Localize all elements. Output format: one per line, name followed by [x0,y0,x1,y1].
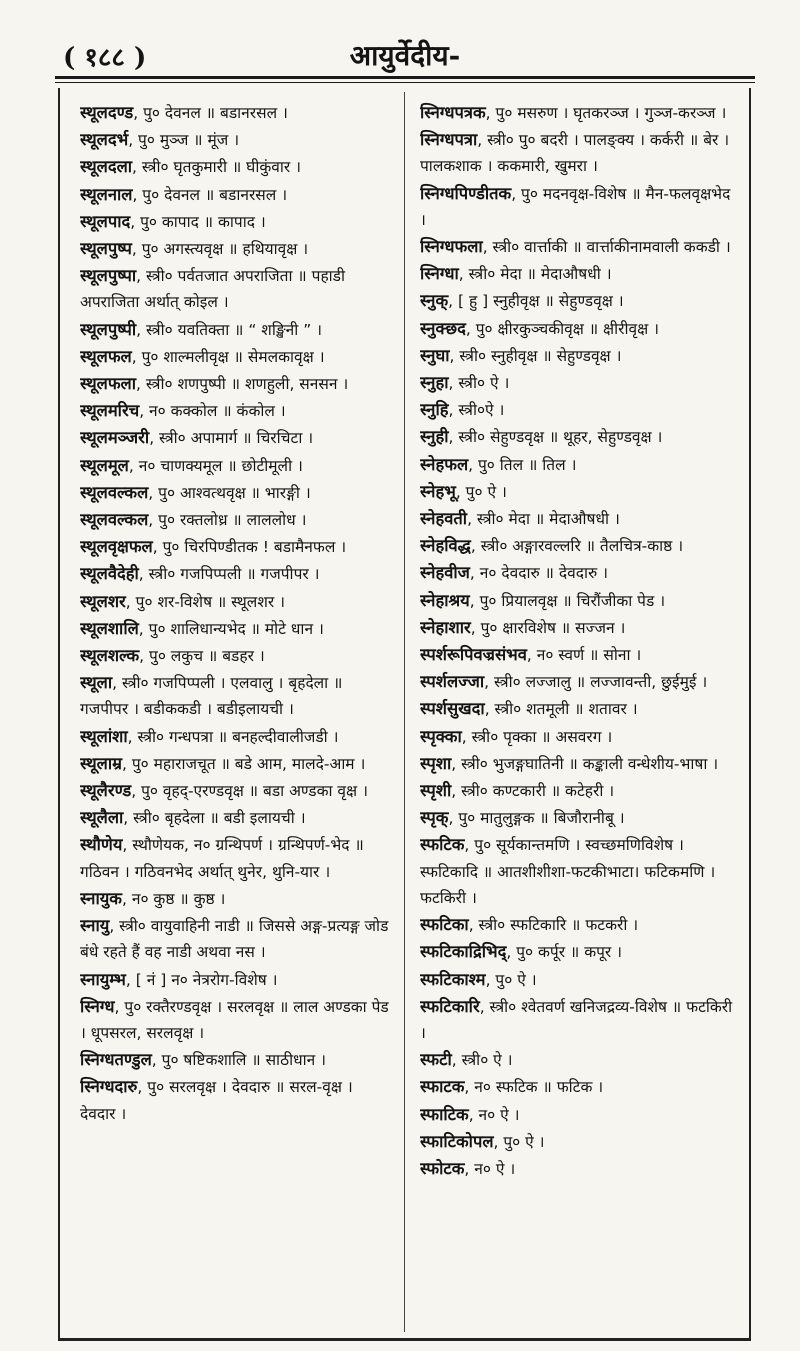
headword: स्निग्धदारु [80,1077,138,1097]
headword: स्थूलदण्ड [80,103,134,122]
right-column [420,100,738,1330]
headword: स्निग्धतण्डुल [80,1050,152,1070]
headword: स्फोटक [420,1158,465,1178]
dictionary-entry [420,967,738,993]
headword: स्थूलशर [80,591,126,611]
headword: स्नेहाशार [420,617,471,637]
headword: स्नेहफल [420,454,469,474]
dictionary-entry [420,506,738,532]
definition: , स्त्री० पृक्का ॥ असवरग । [461,727,613,746]
dictionary-entry [420,751,738,777]
headword: स्पर्शरूपिवज्रसंभव [420,645,527,665]
definition: , स्त्री० शतमूली ॥ शतावर । [484,700,638,719]
definition: , न० ऐ । [464,1159,516,1178]
definition: , स्त्री० गजपिप्पली । एलवालु । बृहदेला ॥ गजपीपर । बडीककडी । बडीइलायची । [80,674,343,719]
header-rule-thick [55,76,755,79]
dictionary-entry [80,1074,392,1126]
dictionary-entry [420,533,738,559]
headword: स्पृक् [420,808,449,828]
dictionary-entry [420,370,738,396]
dictionary-entry [420,100,738,126]
headword: स्थूलशल्क [80,646,140,666]
definition: , पु० मदनवृक्ष-विशेष ॥ मैन-फलवृक्षभेद । [420,184,731,229]
dictionary-entry [80,534,392,560]
headword: स्थूलपुष्पी [80,319,137,339]
headword: स्नुहा [420,373,449,393]
frame-bottom-border [58,1338,751,1341]
definition: , स्त्री० गजपिप्पली ॥ गजपीपर । [138,565,320,584]
dictionary-entry [80,154,392,180]
definition: , पु० कापाद ॥ कापाद । [130,212,266,231]
headword: स्नुहि [420,400,449,420]
dictionary-entry [80,507,392,533]
definition: , स्थौणेयक, न० ग्रन्थिपर्ण । ग्रन्थिपर्ण-भेद ॥ गठिवन । गठिवनभेद अर्थात् थुनेर, थुनि-यार । [80,836,364,881]
column-divider [404,92,405,1332]
dictionary-entry [80,589,392,615]
headword: स्थूलदला [80,157,133,177]
definition: , न० ऐ । [468,1105,520,1124]
headword: स्फटिकाद्रिभिद् [420,942,507,962]
definition: , पु० देवनल ॥ बडानरसल । [132,185,288,204]
headword: स्नायुम्भ [80,969,126,989]
headword: स्थूलैला [80,808,124,828]
definition: , स्त्री० स्फटिकारि ॥ फटकरी । [468,916,639,935]
headword: स्फाटिकोपल [420,1131,494,1151]
headword: स्नेहविद्ध [420,536,471,556]
dictionary-entry [80,344,392,370]
headword: स्नुही [420,427,449,447]
definition: , स्त्री०ऐ । [448,401,505,420]
dictionary-entry [80,182,392,208]
headword: स्थूलैरण्ड [80,781,132,801]
dictionary-entry [420,805,738,831]
dictionary-entry [420,234,738,260]
headword: स्नेहभू [420,481,456,501]
definition: , पु० सूर्यकान्तमणि । स्वच्छमणिविशेष । स्फटिकादि ॥ आतशीशीशा-फटकीभाटा। फटिकमणि । फटकिरी । [420,836,716,907]
header-rule-thin [55,82,755,83]
definition: , स्त्री० अङ्गारवल्लरि ॥ तैलचित्र-काष्ठ । [470,537,684,556]
headword: स्थूलपाद [80,211,131,231]
definition: , पु० रक्तलोध्र ॥ लाललोध । [148,511,307,530]
definition: , स्त्री० अपामार्ग ॥ चिरचिटा । [149,429,314,448]
dictionary-entry [80,453,392,479]
definition: , पु० कर्पूर ॥ कपूर । [506,943,623,962]
headword: स्थूलमरिच [80,401,140,421]
definition: , पु० लकुच ॥ बडहर । [139,647,265,666]
dictionary-entry [80,209,392,235]
page-header [55,36,755,76]
definition: , पु० आश्वत्थवृक्ष ॥ भारङ्गी । [148,483,311,502]
definition: , पु० सरलवृक्ष । देवदारु ॥ सरल-वृक्ष । देवदार । [80,1078,353,1123]
dictionary-entry [80,480,392,506]
dictionary-entry [420,696,738,722]
dictionary-entry [420,832,738,911]
headword: स्थूलपुष्पा [80,266,137,286]
dictionary-entry [420,1102,738,1128]
headword: स्थूलाम्र [80,753,122,773]
definition: , पु० चिरपिण्डीतक ! बडामैनफल । [152,538,347,557]
dictionary-entry [420,669,738,695]
definition: , स्त्री० घृतकुमारी ॥ घीकुंवार । [132,158,302,177]
definition: , स्त्री० गन्धपत्रा ॥ बनहल्दीवालीजडी । [127,727,339,746]
dictionary-entry [80,317,392,343]
headword: स्थूलपुष्प [80,239,132,259]
dictionary-entry [420,479,738,505]
headword: स्थूलनाल [80,184,133,204]
definition: , पु० मसरुण । घृतकरञ्ज । गुञ्ज-करञ्ज । [485,104,727,122]
dictionary-entry [420,724,738,750]
dictionary-entry [80,371,392,397]
dictionary-entry [420,1156,738,1182]
dictionary-entry [80,751,392,777]
dictionary-entry [420,261,738,287]
headword: स्थूलफल [80,346,132,366]
headword: स्थूलफला [80,374,137,394]
dictionary-entry [420,1129,738,1155]
dictionary-entry [80,127,392,153]
definition: , स्त्री० बृहदेला ॥ बडी इलायची । [123,809,306,828]
headword: स्पर्शलज्जा [420,672,485,692]
definition: , पु० रक्तैरण्डवृक्ष । सरलवृक्ष ॥ लाल अण्डका पेड । धूपसरल, सरलवृक्ष । [80,997,389,1042]
headword: स्निग्धपिण्डीतक [420,183,512,203]
headword: स्फटिक [420,835,465,855]
headword: स्थूलवल्कल [80,482,149,502]
dictionary-entry [420,343,738,369]
headword: स्फटिकारि [420,996,480,1016]
page-number: ( १८८ ) [63,43,147,73]
headword: स्निग्धा [420,264,459,284]
headword: स्नेहवती [420,509,468,529]
dictionary-entry [420,1074,738,1100]
definition: , स्त्री० ऐ । [448,374,510,393]
left-column [80,100,392,1330]
definition: , पु० वृहद्-एरण्डवृक्ष ॥ बडा अण्डका वृक्ष । [131,782,368,801]
headword: स्फटी [420,1050,452,1070]
headword: स्थूलशालि [80,618,139,638]
headword: स्निग्धपत्रक [420,103,486,122]
dictionary-entry [80,1047,392,1073]
definition: , [ नं ] न० नेत्ररोग-विशेष । [125,970,278,989]
headword: स्थूला [80,673,113,693]
definition: , पु० देवनल ॥ बडानरसल । [133,104,288,122]
definition: , न० चाणक्यमूल ॥ छोटीमूली । [128,456,303,475]
definition: , पु० क्षीरकुञ्चकीवृक्ष ॥ क्षीरीवृक्ष । [465,319,660,338]
definition: , स्त्री० लज्जालु ॥ लज्जावन्ती, छुईमुई । [484,673,708,692]
headword: स्नायु [80,916,110,936]
definition: , स्त्री० स्नुहीवृक्ष ॥ सेहुण्डवृक्ष । [449,346,622,365]
definition: , पु० ऐ । [493,1132,545,1151]
definition: , पु० मुञ्ज ॥ मूंज । [128,131,240,150]
headword: स्निग्धपत्रा [420,130,478,150]
definition: , पु० क्षारविशेष ॥ सज्जन । [470,618,626,637]
dictionary-entry [80,236,392,262]
definition: , पु० ऐ । [455,482,507,501]
dictionary-entry [420,397,738,423]
dictionary-entry [80,425,392,451]
headword: स्थूलमञ्जरी [80,428,150,448]
definition: , स्त्री० कण्टकारी ॥ कटेहरी । [451,782,615,801]
headword: स्थौणेय [80,835,123,855]
dictionary-entry [80,913,392,965]
dictionary-entry [80,561,392,587]
definition: , पु० मातुलुङ्गक ॥ बिजौरानीबू । [448,809,625,828]
dictionary-entry [80,832,392,884]
dictionary-entry [80,967,392,993]
headword: स्थूलमूल [80,455,129,475]
dictionary-entry [420,615,738,641]
dictionary-entry [80,670,392,722]
headword: स्नुक् [420,291,449,311]
definition: , पु० षष्टिकशालि ॥ साठीधान । [151,1051,327,1070]
headword: स्नायुक [80,888,122,908]
headword: स्नुघा [420,345,450,365]
definition: , पु० शाल्मलीवृक्ष ॥ सेमलकावृक्ष । [131,347,325,366]
headword: स्नेहवीज [420,563,470,583]
definition: , पु० प्रियालवृक्ष ॥ चिरौंजीका पेड । [469,591,666,610]
definition: , न० देवदारु ॥ देवदारु । [469,564,609,583]
headword: स्निग्ध [80,996,115,1016]
definition: , न० कुष्ठ ॥ कुष्ठ । [121,889,226,908]
frame-right-border [749,88,751,1340]
definition: , स्त्री० सेहुण्डवृक्ष ॥ थूहर, सेहुण्डवृक्ष । [448,428,663,447]
headword: स्थूलवैदेही [80,564,139,584]
headword: स्पृशी [420,781,452,801]
dictionary-entry [420,642,738,668]
frame-left-border [58,88,60,1340]
running-title: आयुर्वेदीय- [349,39,461,72]
definition: , स्त्री० ऐ । [451,1051,513,1070]
dictionary-entry [80,263,392,315]
dictionary-entry [420,181,738,233]
dictionary-entry [420,1047,738,1073]
dictionary-entry [420,127,738,179]
headword: स्नुक्छद [420,318,466,338]
headword: स्थूलवल्कल [80,510,149,530]
headword: स्फटिका [420,915,469,935]
headword: स्फाटक [420,1077,465,1097]
definition: , पु० शालिधान्यभेद ॥ मोटे धान । [138,619,324,638]
definition: , पु० तिल ॥ तिल । [468,455,577,474]
definition: , पु० महाराजचूत ॥ बडे आम, मालदे-आम । [121,754,366,773]
definition: , स्त्री० श्वेतवर्ण खनिजद्रव्य-विशेष ॥ फटकिरी । [420,997,733,1042]
definition: , पु० अगस्त्यवृक्ष ॥ हथियावृक्ष । [131,240,309,259]
definition: , स्त्री० मेदा ॥ मेदाऔषधी । [458,265,612,284]
dictionary-entry [420,424,738,450]
definition: , पु० शर-विशेष ॥ स्थूलशर । [125,592,285,611]
definition: , न० स्फटिक ॥ फटिक । [464,1078,604,1097]
definition: , स्त्री० पर्वतजात अपराजिता ॥ पहाडी अपराजिता अर्थात् कोइल । [80,267,345,312]
definition: , स्त्री० यवतिक्ता ॥ “ शङ्खिनी ” । [136,320,323,339]
dictionary-entry [80,778,392,804]
headword: स्थूलदर्भ [80,130,129,150]
dictionary-entry [80,643,392,669]
dictionary-entry [80,886,392,912]
headword: स्फाटिक [420,1104,469,1124]
definition: , स्त्री० वार्त्ताकी ॥ वार्त्ताकीनामवाली ककडी । [482,238,731,257]
dictionary-entry [420,778,738,804]
headword: स्निग्धफला [420,237,483,257]
dictionary-entry [80,724,392,750]
dictionary-entry [420,939,738,965]
headword: स्नेहाश्रय [420,590,470,610]
headword: स्थूलांशा [80,726,128,746]
definition: , न० कक्कोल ॥ कंकोल । [139,402,286,421]
dictionary-entry [420,316,738,342]
dictionary-entry [80,994,392,1046]
dictionary-entry [420,912,738,938]
definition: , स्त्री० वायुवाहिनी नाडी ॥ जिससे अङ्ग-प्रत्यङ्ग जोड बंधे रहते हैं वह नाडी अथवा नस । [80,917,389,962]
dictionary-entry [420,994,738,1046]
dictionary-entry [80,398,392,424]
dictionary-entry [420,452,738,478]
headword: स्थूलवृक्षफल [80,537,153,557]
dictionary-entry [80,616,392,642]
headword: स्फटिकाश्म [420,969,486,989]
dictionary-entry [80,100,392,126]
dictionary-entry [420,288,738,314]
definition: , न० स्वर्ण ॥ सोना । [526,646,642,665]
headword: स्पृक्का [420,726,462,746]
definition: , स्त्री० मेदा ॥ मेदाऔषधी । [467,510,620,529]
definition: , [ हु ] स्नुहीवृक्ष ॥ सेहुण्डवृक्ष । [448,292,624,311]
dictionary-entry [80,805,392,831]
definition: , स्त्री० शणपुष्पी ॥ शणहुली, सनसन । [136,375,349,394]
headword: स्पृशा [420,753,452,773]
headword: स्पर्शसुखदा [420,699,485,719]
definition: , पु० ऐ । [485,970,537,989]
dictionary-entry [420,588,738,614]
definition: , स्त्री० भुजङ्गघातिनी ॥ कङ्काली वन्धेशीय-भाषा । [451,754,719,773]
dictionary-entry [420,560,738,586]
definition: , स्त्री० पु० बदरी । पालङ्क्य । कर्करी ॥ बेर । पालकशाक । ककमारी, खुमरा । [420,131,730,176]
